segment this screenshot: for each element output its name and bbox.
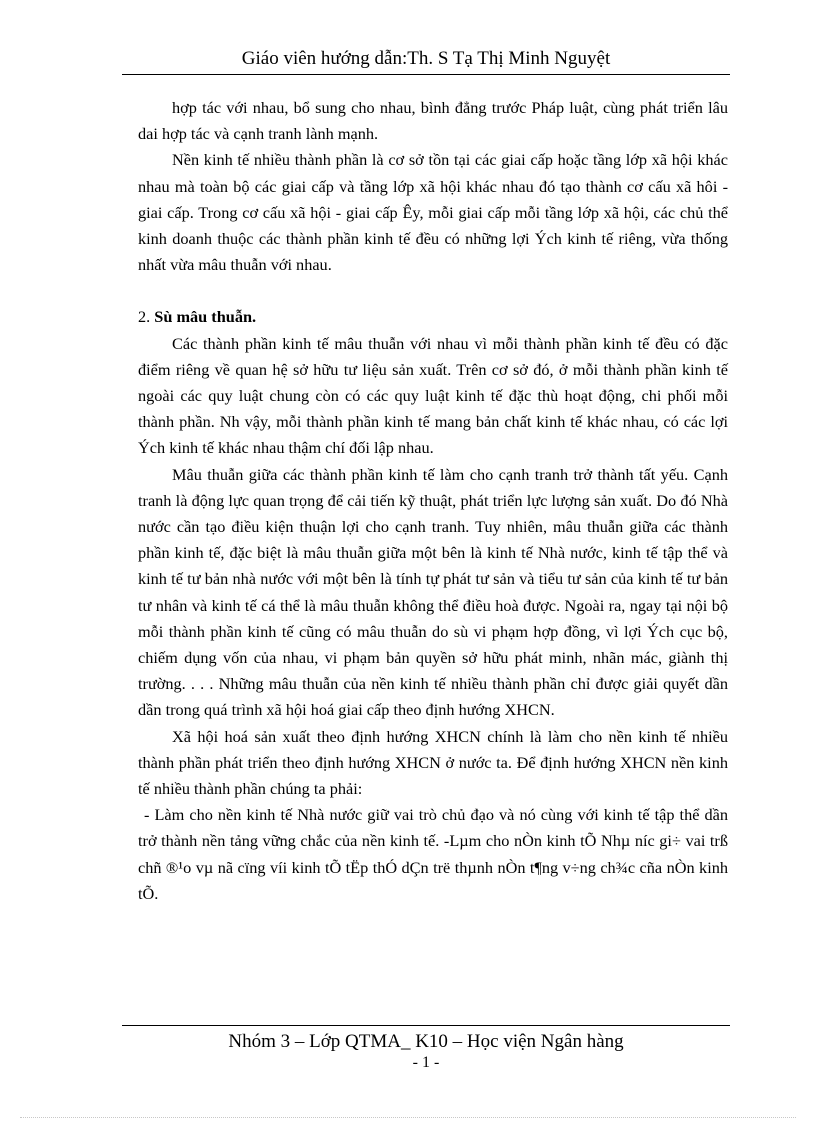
page-footer xyxy=(122,1029,730,1055)
footer-divider xyxy=(122,1025,730,1026)
section-title: Sù mâu thuẫn. xyxy=(154,307,257,327)
page-edge-divider xyxy=(20,1117,796,1118)
document-body xyxy=(138,95,728,907)
paragraph-5: Xã hội hoá sản xuất theo định hướng XHCN chính là làm cho nền kinh tế nhiều thành phần phát triển theo định hướng XHCN ở nước ta. Để định hướng XHCN nền kinh tế nhiều thành phần chúng ta phải: xyxy=(138,726,728,799)
paragraph-1: hợp tác với nhau, bổ sung cho nhau, bình đẳng trước Pháp luật, cùng phát triển lâu dai hợp tác và cạnh tranh lành mạnh. xyxy=(138,98,728,144)
paragraph-3: Các thành phần kinh tế mâu thuẫn với nhau vì mỗi thành phần kinh tế đều có đặc điểm riêng về quan hệ sở hữu tư liệu sản xuất. Trên cơ sở đó, ở mỗi thành phần kinh tế ngoài các quy luật chung còn có các quy luật kinh tế đặc thù hoạt động, chi phối mỗi thành phần. Nh vậy, mỗi thành phần kinh tế mang bản chất kinh tế khác nhau, có các lợi Ých kinh tế khác nhau thậm chí đối lập nhau. xyxy=(138,333,728,458)
paragraph-4: Mâu thuẫn giữa các thành phần kinh tế làm cho cạnh tranh trở thành tất yếu. Cạnh tranh là động lực quan trọng để cải tiến kỹ thuật, phát triển lực lượng sản xuất. Do đó Nhà nước cần tạo điều kiện thuận lợi cho cạnh tranh. Tuy nhiên, mâu thuẫn giữa các thành phần kinh tế, đặc biệt là mâu thuẫn giữa một bên là kinh tế Nhà nước, kinh tế tập thể và kinh tế tư bản nhà nước với một bên là tính tự phát tư sản và tiểu tư sản của kinh tế tư bản tư nhân và kinh tế cá thể là mâu thuẫn không thể điều hoà được. Ngoài ra, ngay tại nội bộ mỗi thành phần kinh tế cũng có mâu thuẫn do sù vi phạm hợp đồng, vì lợi Ých cục bộ, chiếm dụng vốn của nhau, vi phạm bản quyền sở hữu phát minh, nhãn mác, giành thị trường. . . . Những mâu thuẫn của nền kinh tế nhiều thành phần chỉ được giải quyết dần dần trong quá trình xã hội hoá giai cấp theo định hướng XHCN. xyxy=(138,464,728,720)
section-number: 2. xyxy=(138,307,155,327)
footer-text: Nhóm 3 – Lớp QTMA_ K10 – Học viện Ngân hàng xyxy=(228,1031,624,1052)
page-header xyxy=(122,46,730,72)
header-title: Giáo viên hướng dẫn:Th. S Tạ Thị Minh Nguyệt xyxy=(241,48,611,69)
paragraph-2: Nền kinh tế nhiều thành phần là cơ sở tồn tại các giai cấp hoặc tầng lớp xã hội khác nhau mà toàn bộ các giai cấp và tầng lớp xã hội khác nhau đó tạo thành cơ cấu xã hôi - giai cấp. Trong cơ cấu xã hội - giai cấp Êy, mỗi giai cấp mỗi tầng lớp xã hội, các chủ thể kinh doanh thuộc các thành phần kinh tế đều có những lợi Ých kinh tế riêng, vừa thống nhất vừa mâu thuẫn với nhau. xyxy=(138,150,728,275)
header-divider xyxy=(122,74,730,75)
paragraph-6: - Làm cho nền kinh tế Nhà nước giữ vai trò chủ đạo và nó cùng với kinh tế tập thể dần trở thành nền tảng vững chắc của nền kinh tế. -Lµm cho nÒn kinh tÕ Nhµ níc gi÷ vai trß chñ ®¹o vµ nã cïng víi kinh tÕ tËp thÓ dÇn trë thµnh nÒn t¶ng v÷ng ch¾c cña nÒn kinh tÕ. xyxy=(138,805,728,903)
section-heading xyxy=(138,304,728,330)
page-number: - 1 - xyxy=(412,1054,440,1071)
